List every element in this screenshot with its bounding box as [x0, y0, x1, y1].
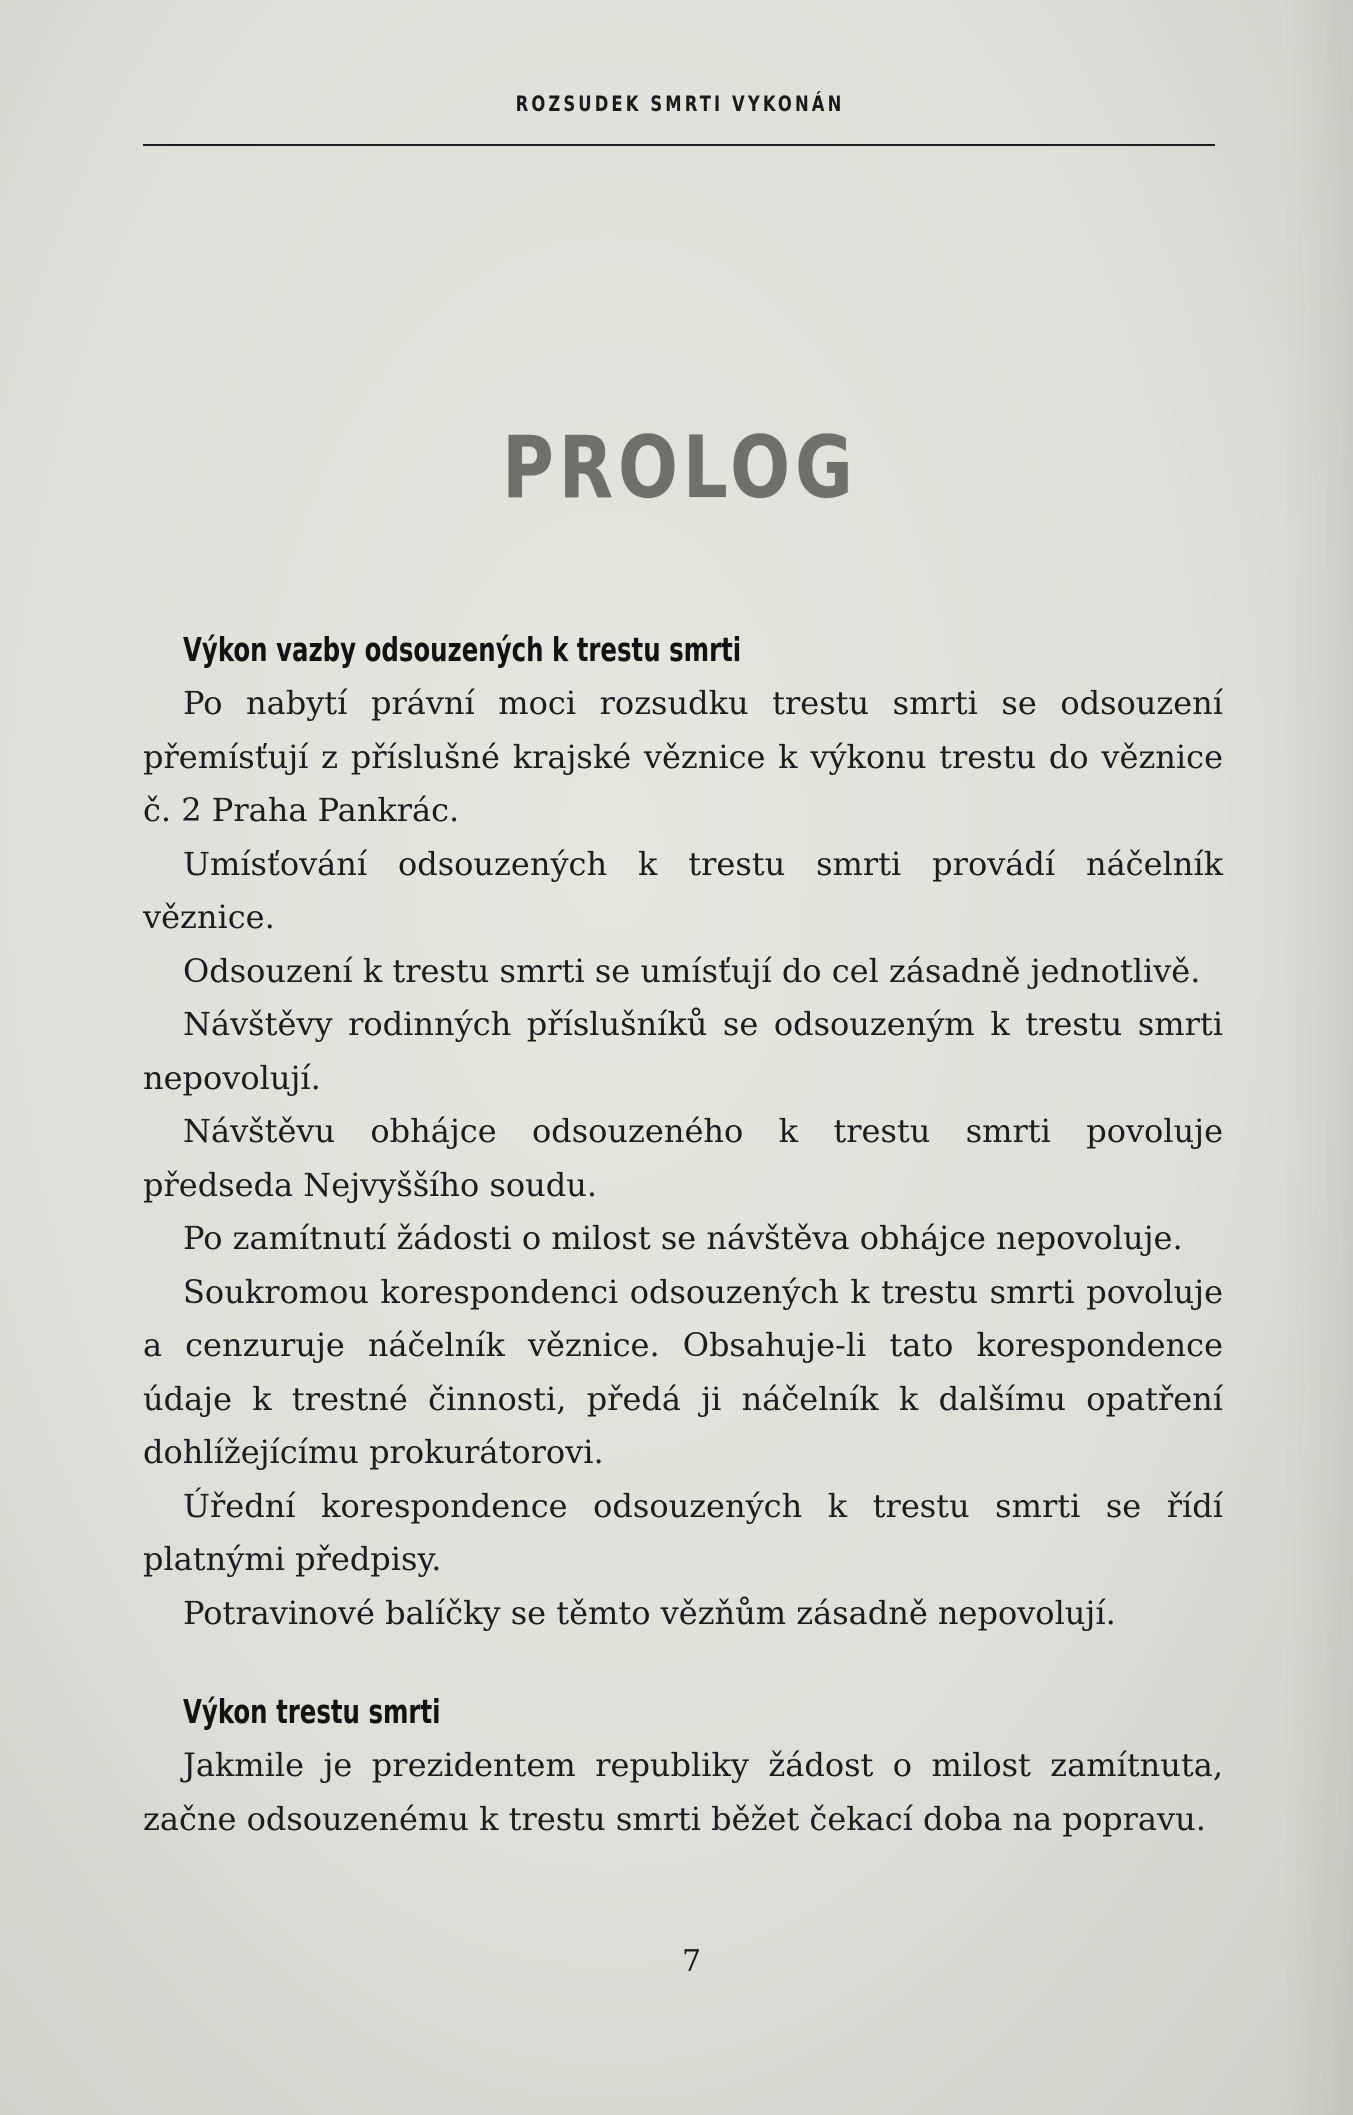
- paragraph: Návštěvu obhájce odsouzeného k trestu smrti povoluje předseda Nejvyššího soudu.: [143, 1112, 1223, 1204]
- page-edge-shadow: [1283, 0, 1353, 2115]
- paragraph: Po zamítnutí žádosti o milost se návštěva obhájce nepovoluje.: [183, 1219, 1183, 1257]
- body-text: [143, 623, 1223, 1846]
- section-title-detention: Výkon vazby odsouzených k trestu smrti: [183, 630, 742, 669]
- paragraph: Po nabytí právní moci rozsudku trestu smrti se odsouzení přemísťují z příslušné krajské věznice k výkonu trestu do věznice č. 2 Praha Pankrác.: [143, 684, 1223, 829]
- paragraph: Návštěvy rodinných příslušníků se odsouzeným k trestu smrti nepovolují.: [143, 1005, 1223, 1097]
- paragraph: Soukromou korespondenci odsouzených k trestu smrti povoluje a cenzuruje náčelník věznice. Obsahuje-li tato korespondence údaje k trestné činnosti, předá ji náčelník k dalšímu opatření dohlížejícímu prokurátorovi.: [143, 1272, 1223, 1471]
- section-title-execution: Výkon trestu smrti: [183, 1692, 441, 1731]
- paragraph: Umísťování odsouzených k trestu smrti provádí náčelník věznice.: [143, 844, 1223, 936]
- page-number: 7: [681, 1944, 702, 1979]
- chapter-title: PROLOG: [502, 418, 858, 518]
- paragraph: Jakmile je prezidentem republiky žádost o milost zamítnuta, začne odsouzenému k trestu smrti běžet čekací doba na popravu.: [143, 1746, 1223, 1838]
- running-head: ROZSUDEK SMRTI VYKONÁN: [515, 92, 845, 116]
- header-rule: [143, 144, 1215, 146]
- paragraph: Úřední korespondence odsouzených k trestu smrti se řídí platnými předpisy.: [143, 1486, 1223, 1578]
- paragraph: Odsouzení k trestu smrti se umísťují do cel zásadně jednotlivě.: [183, 951, 1201, 990]
- paragraph: Potravinové balíčky se těmto vězňům zásadně nepovolují.: [183, 1593, 1116, 1632]
